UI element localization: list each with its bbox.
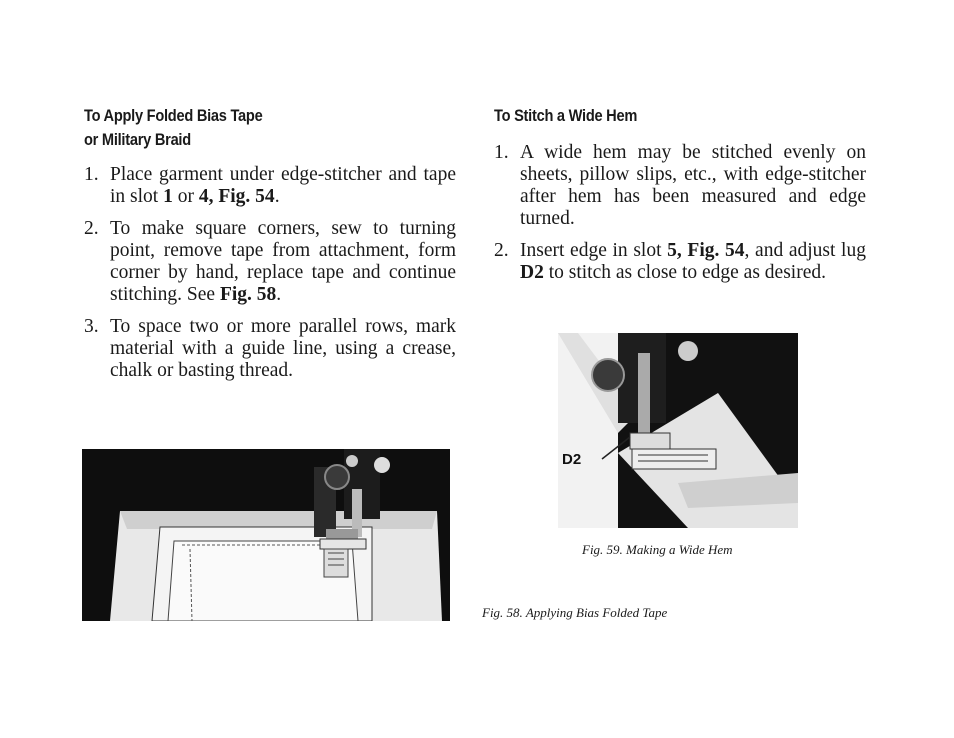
list-item xyxy=(84,218,456,306)
item-number: 3. xyxy=(84,316,99,337)
wide-hem-illustration xyxy=(558,333,798,528)
left-column xyxy=(84,104,456,392)
item-text: A wide hem may be stitched evenly on sheets, pillow slips, etc., with edge-stitcher after hem has been measured and edge turned. xyxy=(520,142,866,229)
item-number: 2. xyxy=(84,218,99,239)
figure-59-caption: Fig. 59. Making a Wide Hem xyxy=(582,542,733,557)
item-text: Insert edge in slot xyxy=(520,240,668,261)
lug-d2-label: D2 xyxy=(562,451,582,468)
item-text: , and adjust lug xyxy=(744,240,866,261)
item-text: . xyxy=(274,186,280,207)
item-text: Place garment under edge-stitcher and tape in slot xyxy=(110,164,456,207)
wide-hem-steps xyxy=(494,142,866,284)
figure-ref: 4, Fig. 54 xyxy=(198,186,275,207)
item-number: 1. xyxy=(84,164,99,185)
list-item xyxy=(494,142,866,230)
figure-ref: Fig. 58 xyxy=(219,284,277,305)
figure-58-caption: Fig. 58. Applying Bias Folded Tape xyxy=(482,605,668,620)
section-heading-bias-tape xyxy=(84,104,404,152)
item-text: to stitch as close to edge as desired. xyxy=(543,262,826,283)
list-item xyxy=(84,316,456,382)
item-text: . xyxy=(276,284,282,305)
item-text: To space two or more parallel rows, mark material with a guide line, using a crease, chalk or basting thread. xyxy=(110,316,456,381)
item-number: 2. xyxy=(494,240,509,261)
lug-ref: D2 xyxy=(520,262,544,283)
bias-tape-steps xyxy=(84,164,456,382)
list-item xyxy=(494,240,866,284)
slot-ref: 1 xyxy=(163,186,173,207)
heading-line-2: or Military Braid xyxy=(84,130,191,149)
right-column xyxy=(494,104,866,294)
heading-line-1: To Apply Folded Bias Tape xyxy=(84,106,263,125)
list-item xyxy=(84,164,456,208)
item-text: or xyxy=(172,186,199,207)
item-text: To make square corners, sew to turning point, remove tape from attachment, form corner by hand, replace tape and continue stitching. See xyxy=(110,218,456,305)
figure-59-photo xyxy=(558,333,798,528)
section-heading-wide-hem: To Stitch a Wide Hem xyxy=(494,106,638,125)
figure-58-photo xyxy=(82,449,450,621)
bias-tape-illustration xyxy=(82,449,450,621)
figure-ref: 5, Fig. 54 xyxy=(667,240,745,261)
item-number: 1. xyxy=(494,142,509,163)
